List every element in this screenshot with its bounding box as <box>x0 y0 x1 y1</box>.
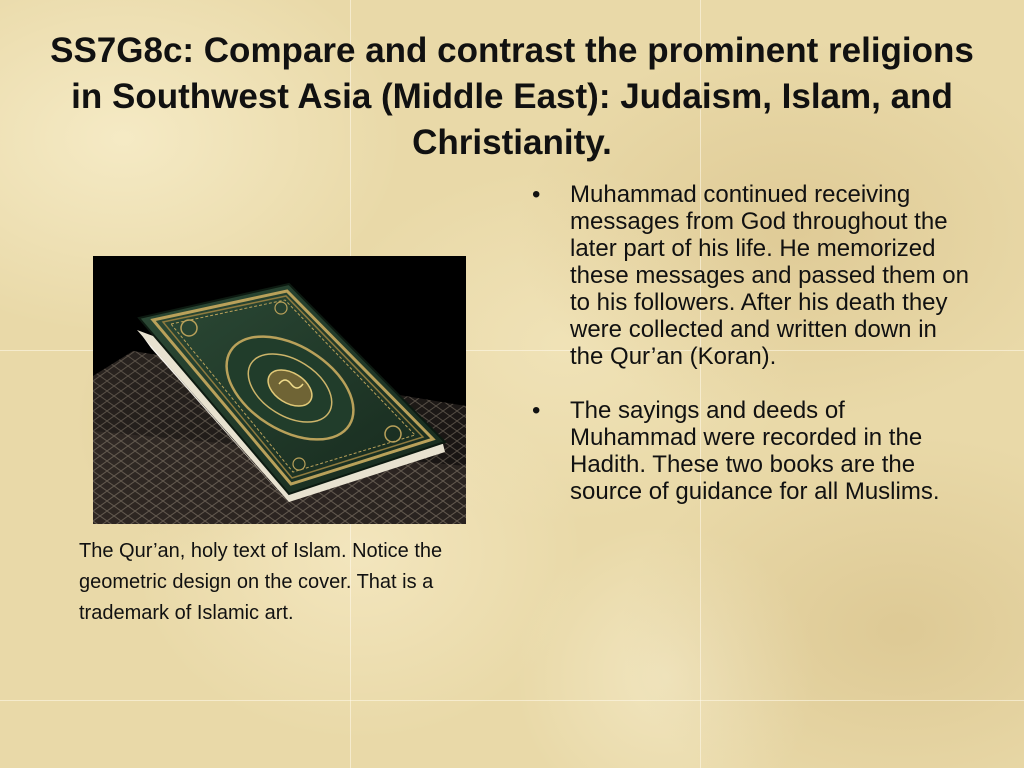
bullet-item <box>530 397 970 505</box>
quran-photo <box>93 256 466 524</box>
bullet-text: The sayings and deeds of Muhammad were recorded in the Hadith. These two books are the source of guidance for all Muslims. <box>570 397 940 505</box>
bullet-list <box>530 181 970 532</box>
background-seam <box>0 700 1024 701</box>
bullet-dot: • <box>532 397 541 424</box>
slide-title: SS7G8c: Compare and contrast the prominent religions in Southwest Asia (Middle East): Judaism, Islam, and Christianity. <box>50 31 974 162</box>
bullet-dot: • <box>532 181 541 208</box>
photo-caption: The Qur’an, holy text of Islam. Notice the geometric design on the cover. That is a trademark of Islamic art. <box>79 540 443 624</box>
bullet-text: Muhammad continued receiving messages from God throughout the later part of his life. He memorized these messages and passed them on to his followers. After his death they were collected and written down in the Qur’an (Koran). <box>570 181 969 370</box>
bullet-item <box>530 181 970 370</box>
